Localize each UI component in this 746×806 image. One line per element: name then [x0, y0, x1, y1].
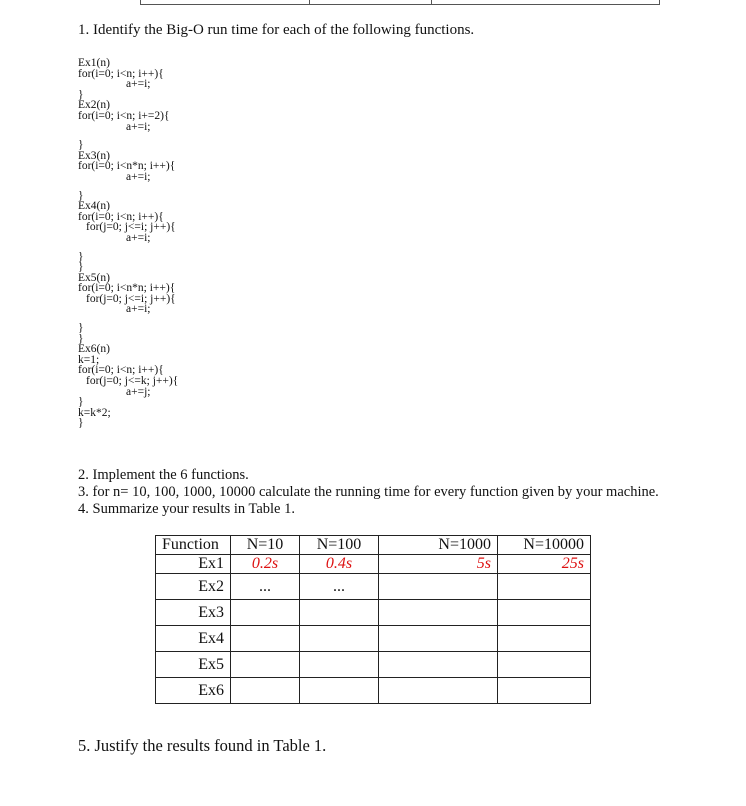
code-line: for(i=0; i<n; i++){	[78, 364, 164, 377]
table-row	[156, 600, 591, 626]
cell-value	[379, 574, 498, 600]
instruction-3: 3. for n= 10, 100, 1000, 10000 calculate the running time for every function given by your machine.	[78, 484, 659, 500]
cell-value	[300, 626, 379, 652]
code-line: }	[78, 88, 84, 101]
code-line: }	[78, 322, 84, 335]
table-row	[156, 555, 591, 574]
instruction-2: 2. Implement the 6 functions.	[78, 467, 249, 483]
cell-value: ...	[231, 574, 300, 600]
table-row	[156, 574, 591, 600]
row-function: Ex5	[156, 652, 231, 678]
results-table	[155, 535, 591, 704]
code-gap	[78, 244, 178, 252]
cell-value	[498, 574, 591, 600]
cell-value	[498, 626, 591, 652]
cell-value	[231, 626, 300, 652]
code-line: for(i=0; i<n; i++){	[78, 67, 164, 80]
header-n100: N=100	[300, 536, 379, 555]
code-line: a+=j;	[126, 385, 151, 398]
cell-value: 25s	[498, 555, 591, 574]
cell-value	[379, 678, 498, 704]
cell-value	[498, 652, 591, 678]
cell-value	[379, 600, 498, 626]
cell-value: 0.4s	[300, 555, 379, 574]
cell-value	[231, 600, 300, 626]
cell-value	[498, 678, 591, 704]
cell-value: 5s	[379, 555, 498, 574]
code-line: for(i=0; i<n*n; i++){	[78, 282, 176, 295]
row-function: Ex3	[156, 600, 231, 626]
code-line: }	[78, 189, 84, 202]
code-line: for(j=0; j<=i; j++){	[86, 292, 176, 305]
code-gap	[78, 315, 178, 323]
cell-value: ...	[300, 574, 379, 600]
header-n1000: N=1000	[379, 536, 498, 555]
table-row	[156, 678, 591, 704]
instructions	[78, 467, 659, 518]
previous-table-edge	[140, 0, 660, 5]
code-line: for(i=0; i<n*n; i++){	[78, 160, 176, 173]
header-n10000: N=10000	[498, 536, 591, 555]
code-line: k=k*2;	[78, 406, 111, 419]
header-function: Function	[156, 536, 231, 555]
row-function: Ex2	[156, 574, 231, 600]
code-line: k=1;	[78, 353, 100, 366]
code-line: Ex4(n)	[78, 200, 110, 213]
row-function: Ex4	[156, 626, 231, 652]
code-line: for(j=0; j<=k; j++){	[86, 375, 179, 388]
code-line: }	[78, 261, 84, 274]
row-function: Ex1	[156, 555, 231, 574]
cell-value	[300, 600, 379, 626]
cell-value	[379, 652, 498, 678]
code-line: for(i=0; i<n; i+=2){	[78, 109, 170, 122]
code-line: }	[78, 139, 84, 152]
question-1: 1. Identify the Big-O run time for each of the following functions.	[78, 22, 475, 38]
row-function: Ex6	[156, 678, 231, 704]
table-header-row	[156, 536, 591, 555]
header-n10: N=10	[231, 536, 300, 555]
code-line: a+=i;	[126, 170, 151, 183]
code-listing	[78, 58, 178, 429]
code-line: a+=i;	[126, 78, 151, 91]
cell-value	[231, 678, 300, 704]
code-gap	[78, 183, 178, 191]
code-line: Ex5(n)	[78, 271, 110, 284]
cell-value	[231, 652, 300, 678]
code-line: Ex2(n)	[78, 99, 110, 112]
code-line: }	[78, 332, 84, 345]
cell-value: 0.2s	[231, 555, 300, 574]
table-row	[156, 626, 591, 652]
code-line: a+=i;	[126, 303, 151, 316]
code-line: for(i=0; i<n; i++){	[78, 210, 164, 223]
question-5: 5. Justify the results found in Table 1.	[78, 736, 327, 755]
code-line: }	[78, 250, 84, 263]
table-row	[156, 652, 591, 678]
code-line: a+=i;	[126, 120, 151, 133]
code-line: for(j=0; j<=i; j++){	[86, 221, 176, 234]
cell-value	[379, 626, 498, 652]
code-line: Ex6(n)	[78, 343, 110, 356]
code-line: }	[78, 417, 84, 430]
cell-value	[300, 678, 379, 704]
cell-value	[498, 600, 591, 626]
code-line: Ex3(n)	[78, 149, 110, 162]
cell-value	[300, 652, 379, 678]
code-line: }	[78, 396, 84, 409]
code-line: Ex1(n)	[78, 57, 110, 69]
code-line: a+=i;	[126, 231, 151, 244]
code-gap	[78, 132, 178, 140]
instruction-4: 4. Summarize your results in Table 1.	[78, 501, 295, 517]
